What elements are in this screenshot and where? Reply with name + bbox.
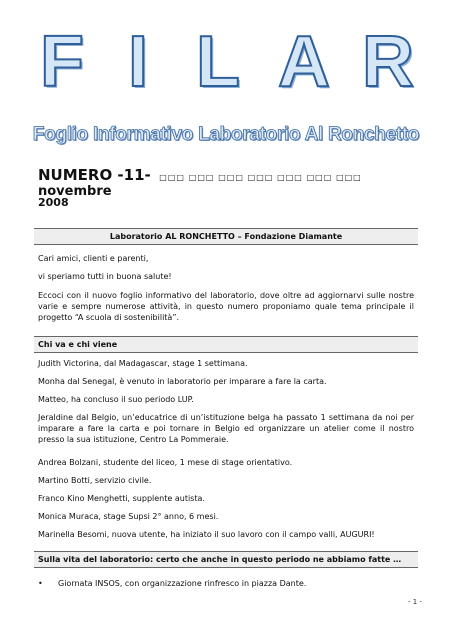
masthead-subtitle: Foglio Informativo Laboratorio Al Ronchetto — [32, 124, 420, 145]
section-life-title: Sulla vita del laboratorio: certo che anche in questo periodo ne abbiamo fatte … — [34, 551, 418, 568]
masthead — [0, 22, 452, 102]
bullet-text: Giornata INSOS, con organizzazione rinfresco in piazza Dante. — [58, 579, 307, 588]
masthead-letter: L — [196, 22, 240, 102]
issue-month: novembre — [38, 184, 112, 199]
list-item: Andrea Bolzani, studente del liceo, 1 mese di stage orientativo. — [38, 458, 293, 467]
issue-line — [38, 166, 418, 199]
issue-dots: □□□ □□□ □□□ □□□ □□□ □□□ □□□ — [159, 173, 362, 182]
bullet-item — [38, 578, 306, 589]
list-item: Judith Victorina, dal Madagascar, stage 1 settimana. — [38, 359, 248, 368]
list-item: Franco Kino Menghetti, supplente autista. — [38, 494, 205, 503]
list-item: Marinella Besomi, nuova utente, ha iniziato il suo lavoro con il campo valli, AUGURI! — [38, 530, 375, 539]
intro-greeting: Cari amici, clienti e parenti, — [38, 254, 149, 263]
masthead-letter: I — [128, 22, 149, 102]
issue-year: 2008 — [38, 196, 69, 209]
masthead-letter: A — [278, 22, 330, 102]
issue-number: NUMERO -11- — [38, 166, 151, 184]
masthead-letter: R — [362, 22, 414, 102]
masthead-letter: F — [40, 22, 84, 102]
list-item: Jeraldine dal Belgio, un’educatrice di un’istituzione belga ha passato 1 settimana da noi per imparare a fare la carta e poi tornare in Belgio ed organizzare un atelier come il nostro presso la sua istituzione, Centro La Pommeraie. — [38, 413, 414, 444]
header-box: Laboratorio AL RONCHETTO – Fondazione Diamante — [34, 228, 418, 245]
page-number: - 1 - — [408, 598, 422, 606]
bullet-icon: • — [38, 579, 43, 588]
intro-wish: vi speriamo tutti in buona salute! — [38, 272, 172, 281]
list-item: Matteo, ha concluso il suo periodo LUP. — [38, 395, 194, 404]
list-item: Monha dal Senegal, è venuto in laboratorio per imparare a fare la carta. — [38, 377, 327, 386]
list-item: Martino Botti, servizio civile. — [38, 476, 152, 485]
intro-paragraph: Eccoci con il nuovo foglio informativo del laboratorio, dove oltre ad aggiornarvi sulle nostre varie e sempre numerose attività, in questo numero proponiamo quale tema principale il progetto “A scuola di sostenibilità”. — [38, 291, 414, 322]
list-item: Monica Muraca, stage Supsi 2° anno, 6 mesi. — [38, 512, 219, 521]
section-who-title: Chi va e chi viene — [34, 336, 418, 353]
